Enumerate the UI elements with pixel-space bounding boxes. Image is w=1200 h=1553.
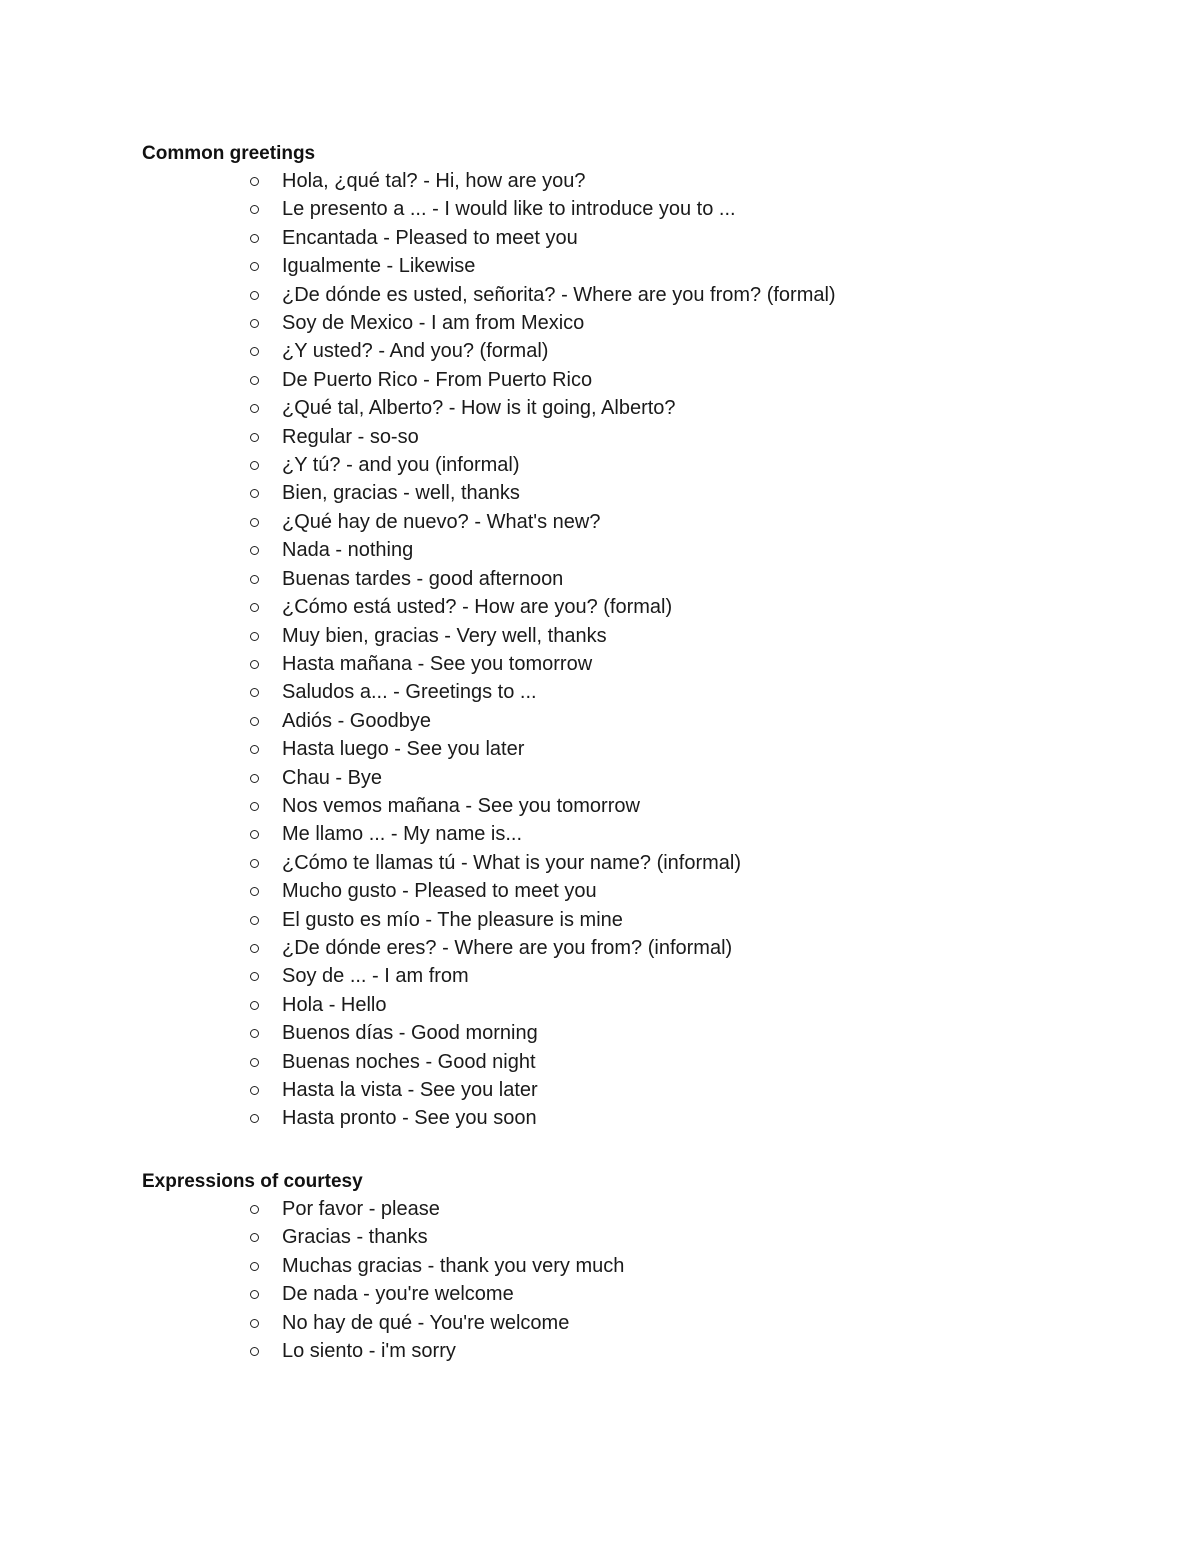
phrase-text: Soy de Mexico - I am from Mexico	[282, 312, 585, 335]
list-item	[142, 479, 1102, 507]
list-item	[142, 934, 1102, 962]
hollow-circle-bullet-icon	[250, 347, 259, 356]
hollow-circle-bullet-icon	[250, 1347, 259, 1356]
hollow-circle-bullet-icon	[250, 1086, 259, 1095]
phrase-text: Hasta mañana - See you tomorrow	[282, 652, 593, 675]
phrase-text: Le presento a ... - I would like to introduce you to ...	[282, 198, 736, 221]
hollow-circle-bullet-icon	[250, 1233, 259, 1242]
hollow-circle-bullet-icon	[250, 1114, 259, 1123]
list-item	[142, 1280, 1102, 1308]
phrase-text: Regular - so-so	[282, 425, 419, 448]
hollow-circle-bullet-icon	[250, 859, 259, 868]
list-item	[142, 991, 1102, 1019]
list-item	[142, 678, 1102, 706]
hollow-circle-bullet-icon	[250, 489, 259, 498]
phrase-text: ¿Cómo te llamas tú - What is your name? (informal)	[282, 851, 742, 874]
hollow-circle-bullet-icon	[250, 205, 259, 214]
list-item	[142, 309, 1102, 337]
hollow-circle-bullet-icon	[250, 688, 259, 697]
hollow-circle-bullet-icon	[250, 1029, 259, 1038]
hollow-circle-bullet-icon	[250, 916, 259, 925]
phrase-text: Soy de ... - I am from	[282, 965, 469, 988]
list-item	[142, 1223, 1102, 1251]
hollow-circle-bullet-icon	[250, 972, 259, 981]
hollow-circle-bullet-icon	[250, 433, 259, 442]
list-item	[142, 735, 1102, 763]
hollow-circle-bullet-icon	[250, 262, 259, 271]
hollow-circle-bullet-icon	[250, 546, 259, 555]
phrase-text: Lo siento - i'm sorry	[282, 1340, 456, 1363]
section-expressions-of-courtesy	[142, 1169, 1102, 1365]
section-heading: Expressions of courtesy	[142, 1171, 363, 1192]
list-item	[142, 394, 1102, 422]
hollow-circle-bullet-icon	[250, 575, 259, 584]
phrase-text: Muchas gracias - thank you very much	[282, 1254, 625, 1277]
hollow-circle-bullet-icon	[250, 404, 259, 413]
phrase-text: El gusto es mío - The pleasure is mine	[282, 908, 623, 931]
list-item	[142, 849, 1102, 877]
list-item	[142, 423, 1102, 451]
phrase-text: De nada - you're welcome	[282, 1283, 514, 1306]
list-item	[142, 195, 1102, 223]
section-common-greetings	[142, 141, 1102, 1133]
phrase-text: Hola - Hello	[282, 993, 387, 1016]
hollow-circle-bullet-icon	[250, 774, 259, 783]
list-item	[142, 1104, 1102, 1132]
phrase-text: Gracias - thanks	[282, 1226, 428, 1249]
phrase-text: ¿Y usted? - And you? (formal)	[282, 340, 549, 363]
hollow-circle-bullet-icon	[250, 1205, 259, 1214]
phrase-text: Buenas noches - Good night	[282, 1050, 536, 1073]
phrase-text: Hasta pronto - See you soon	[282, 1107, 537, 1130]
phrase-text: No hay de qué - You're welcome	[282, 1311, 570, 1334]
hollow-circle-bullet-icon	[250, 461, 259, 470]
list-item	[142, 1252, 1102, 1280]
phrase-text: Me llamo ... - My name is...	[282, 823, 523, 846]
list-item	[142, 252, 1102, 280]
phrase-text: Igualmente - Likewise	[282, 255, 476, 278]
hollow-circle-bullet-icon	[250, 234, 259, 243]
hollow-circle-bullet-icon	[250, 518, 259, 527]
phrase-text: ¿Qué hay de nuevo? - What's new?	[282, 510, 601, 533]
hollow-circle-bullet-icon	[250, 376, 259, 385]
phrase-text: ¿De dónde eres? - Where are you from? (informal)	[282, 936, 733, 959]
phrase-text: Muy bien, gracias - Very well, thanks	[282, 624, 607, 647]
phrase-text: Bien, gracias - well, thanks	[282, 482, 520, 505]
phrase-text: ¿De dónde es usted, señorita? - Where are you from? (formal)	[282, 283, 836, 306]
phrase-text: Mucho gusto - Pleased to meet you	[282, 880, 597, 903]
hollow-circle-bullet-icon	[250, 717, 259, 726]
hollow-circle-bullet-icon	[250, 177, 259, 186]
list-item	[142, 1076, 1102, 1104]
phrase-text: Por favor - please	[282, 1198, 440, 1220]
hollow-circle-bullet-icon	[250, 1001, 259, 1010]
phrase-text: ¿Y tú? - and you (informal)	[282, 454, 520, 477]
list-item	[142, 1309, 1102, 1337]
list-item	[142, 337, 1102, 365]
list-item	[142, 536, 1102, 564]
phrase-text: Saludos a... - Greetings to ...	[282, 681, 537, 704]
list-item	[142, 451, 1102, 479]
list-item	[142, 593, 1102, 621]
list-item	[142, 650, 1102, 678]
list-item	[142, 792, 1102, 820]
list-item	[142, 281, 1102, 309]
phrase-text: De Puerto Rico - From Puerto Rico	[282, 368, 593, 391]
section-heading: Common greetings	[142, 143, 316, 164]
list-item	[142, 622, 1102, 650]
phrase-list	[142, 167, 1102, 1133]
list-item	[142, 1019, 1102, 1047]
list-item	[142, 877, 1102, 905]
list-item	[142, 508, 1102, 536]
phrase-list	[142, 1195, 1102, 1365]
phrase-text: Nos vemos mañana - See you tomorrow	[282, 794, 640, 817]
phrase-text: ¿Cómo está usted? - How are you? (formal)	[282, 596, 673, 619]
phrase-text: Hasta luego - See you later	[282, 738, 525, 761]
list-item	[142, 764, 1102, 792]
hollow-circle-bullet-icon	[250, 745, 259, 754]
phrase-text: Adiós - Goodbye	[282, 709, 431, 732]
hollow-circle-bullet-icon	[250, 632, 259, 641]
hollow-circle-bullet-icon	[250, 1058, 259, 1067]
phrase-text: Buenos días - Good morning	[282, 1022, 538, 1045]
phrase-text: Encantada - Pleased to meet you	[282, 226, 578, 249]
phrase-text: Chau - Bye	[282, 766, 383, 789]
hollow-circle-bullet-icon	[250, 1290, 259, 1299]
hollow-circle-bullet-icon	[250, 319, 259, 328]
hollow-circle-bullet-icon	[250, 802, 259, 811]
hollow-circle-bullet-icon	[250, 660, 259, 669]
hollow-circle-bullet-icon	[250, 944, 259, 953]
phrase-text: Hasta la vista - See you later	[282, 1079, 538, 1101]
list-item	[142, 1195, 1102, 1223]
list-item	[142, 906, 1102, 934]
hollow-circle-bullet-icon	[250, 887, 259, 896]
list-item	[142, 1337, 1102, 1365]
list-item	[142, 707, 1102, 735]
phrase-text: Nada - nothing	[282, 539, 414, 562]
hollow-circle-bullet-icon	[250, 1319, 259, 1328]
hollow-circle-bullet-icon	[250, 830, 259, 839]
list-item	[142, 224, 1102, 252]
hollow-circle-bullet-icon	[250, 291, 259, 300]
list-item	[142, 962, 1102, 990]
list-item	[142, 366, 1102, 394]
list-item	[142, 565, 1102, 593]
hollow-circle-bullet-icon	[250, 603, 259, 612]
list-item	[142, 820, 1102, 848]
list-item	[142, 167, 1102, 195]
list-item	[142, 1048, 1102, 1076]
phrase-text: Hola, ¿qué tal? - Hi, how are you?	[282, 170, 586, 192]
phrase-text: ¿Qué tal, Alberto? - How is it going, Alberto?	[282, 397, 676, 420]
phrase-text: Buenas tardes - good afternoon	[282, 567, 564, 590]
hollow-circle-bullet-icon	[250, 1262, 259, 1271]
